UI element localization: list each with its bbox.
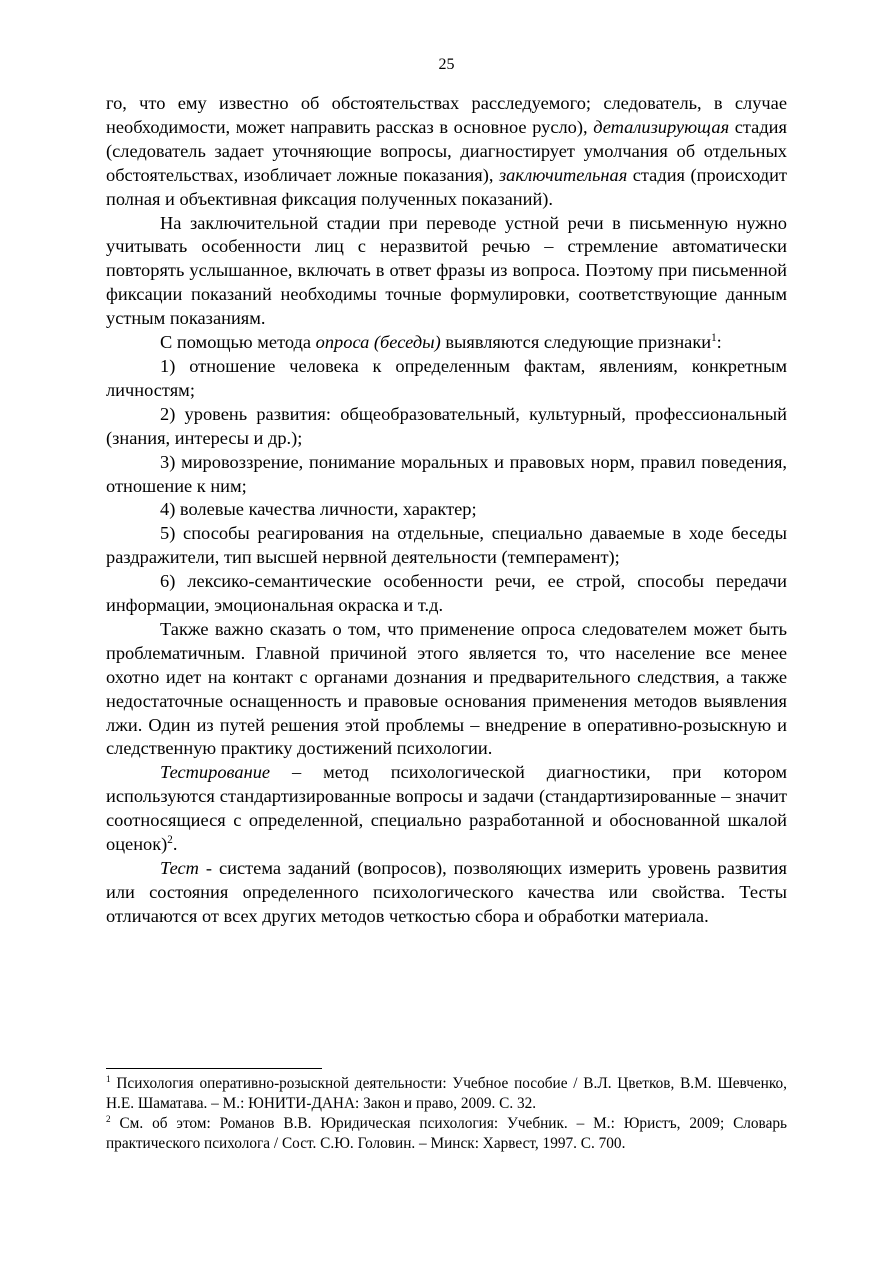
text-run: го, что ему известно об обстоятельствах расследуемого; следователь, в случае необходимости, может направить рассказ в основное русло),	[106, 93, 787, 137]
text-run: 5) способы реагирования на отдельные, специально даваемые в ходе беседы раздражители, тип высшей нервной деятельности (темперамент);	[106, 523, 787, 568]
paragraph	[106, 618, 787, 761]
text-run: стадия (происходит полная и объективная фиксация полученных показаний).	[106, 164, 787, 209]
paragraph	[106, 355, 787, 403]
paragraph	[106, 498, 787, 522]
paragraph	[106, 331, 787, 355]
text-run: – метод психологической диагностики, при котором используются стандартизированные вопросы и задачи (стандартизированные – значит соотносящиеся с определенной, специально разработанной и обоснованной шкалой оценок)	[106, 762, 787, 855]
italic-term: Тест	[160, 858, 199, 878]
footnote-ref: 1	[106, 1073, 111, 1084]
page-number: 25	[438, 56, 455, 73]
paragraph	[106, 857, 787, 929]
text-run: стадия (следователь задает уточняющие вопросы, диагностирует умолчания об отдельных обстоятельствах, изобличает ложные показания),	[106, 116, 787, 185]
footnotes	[106, 1074, 787, 1154]
text-run: выявляются следующие признаки	[440, 332, 712, 353]
text-run: Также важно сказать о том, что применение опроса следователем может быть проблематичным. Главной причиной этого является то, что население все менее охотно идет на контакт с органами дознания и предварительного следствия, а также недостаточные оснащенность и правовые основания применения методов выявления лжи. Один из путей решения этой проблемы – внедрение в оперативно-розыскную и следственную практику достижений психологии.	[106, 618, 787, 759]
footnote-ref: 2	[167, 833, 173, 846]
text-run: На заключительной стадии при переводе устной речи в письменную нужно учитывать особенности лиц с неразвитой речью – стремление автоматически повторять услышанное, включать в ответ фразы из вопроса. Поэтому при письменной фиксации показаний необходимы точные формулировки, соответствующие данным устным показаниям.	[106, 212, 787, 329]
italic-term: опроса (беседы)	[315, 332, 441, 353]
footnote	[106, 1114, 787, 1154]
italic-term: Тестирование	[160, 762, 271, 783]
text-run: .	[172, 834, 178, 855]
footnote	[106, 1074, 787, 1114]
text-run: С помощью метода	[160, 332, 316, 353]
paragraph	[106, 212, 787, 332]
text-run: 1) отношение человека к определенным фактам, явлениям, конкретным личностям;	[106, 355, 787, 400]
text-run: 3) мировоззрение, понимание моральных и правовых норм, правил поведения, отношение к ним;	[106, 451, 787, 496]
text-run: См. об этом: Романов В.В. Юридическая психология: Учебник. – М.: Юристъ, 2009; Словарь практического психолога / Сост. С.Ю. Головин. – Минск: Харвест, 1997. С. 700.	[106, 1115, 787, 1152]
paragraph	[106, 403, 787, 451]
paragraph	[106, 92, 787, 212]
paragraph	[106, 761, 787, 857]
paragraph	[106, 570, 787, 618]
footnote-separator	[106, 1068, 322, 1069]
text-run: 6) лексико-семантические особенности речи, ее строй, способы передачи информации, эмоциональная окраска и т.д.	[106, 571, 787, 616]
text-run: Психология оперативно-розыскной деятельности: Учебное пособие / В.Л. Цветков, В.М. Шевченко, Н.Е. Шаматава. – М.: ЮНИТИ-ДАНА: Закон и право, 2009. С. 32.	[106, 1075, 787, 1112]
footnote-ref: 1	[711, 331, 717, 344]
italic-term: детализирующая	[593, 116, 730, 137]
paragraph	[106, 451, 787, 499]
body-text	[106, 92, 787, 929]
text-run: - система заданий (вопросов), позволяющих измерить уровень развития или состояния определенного психологического качества или свойства. Тесты отличаются от всех других методов четкостью сбора и обработки материала.	[106, 858, 787, 926]
text-run: 4) волевые качества личности, характер;	[160, 499, 477, 520]
paragraph	[106, 522, 787, 570]
text-run: 2) уровень развития: общеобразовательный, культурный, профессиональный (знания, интересы и др.);	[106, 403, 787, 448]
footnote-ref: 2	[106, 1113, 111, 1124]
italic-term: заключительная	[498, 164, 628, 185]
text-run: :	[716, 332, 722, 353]
